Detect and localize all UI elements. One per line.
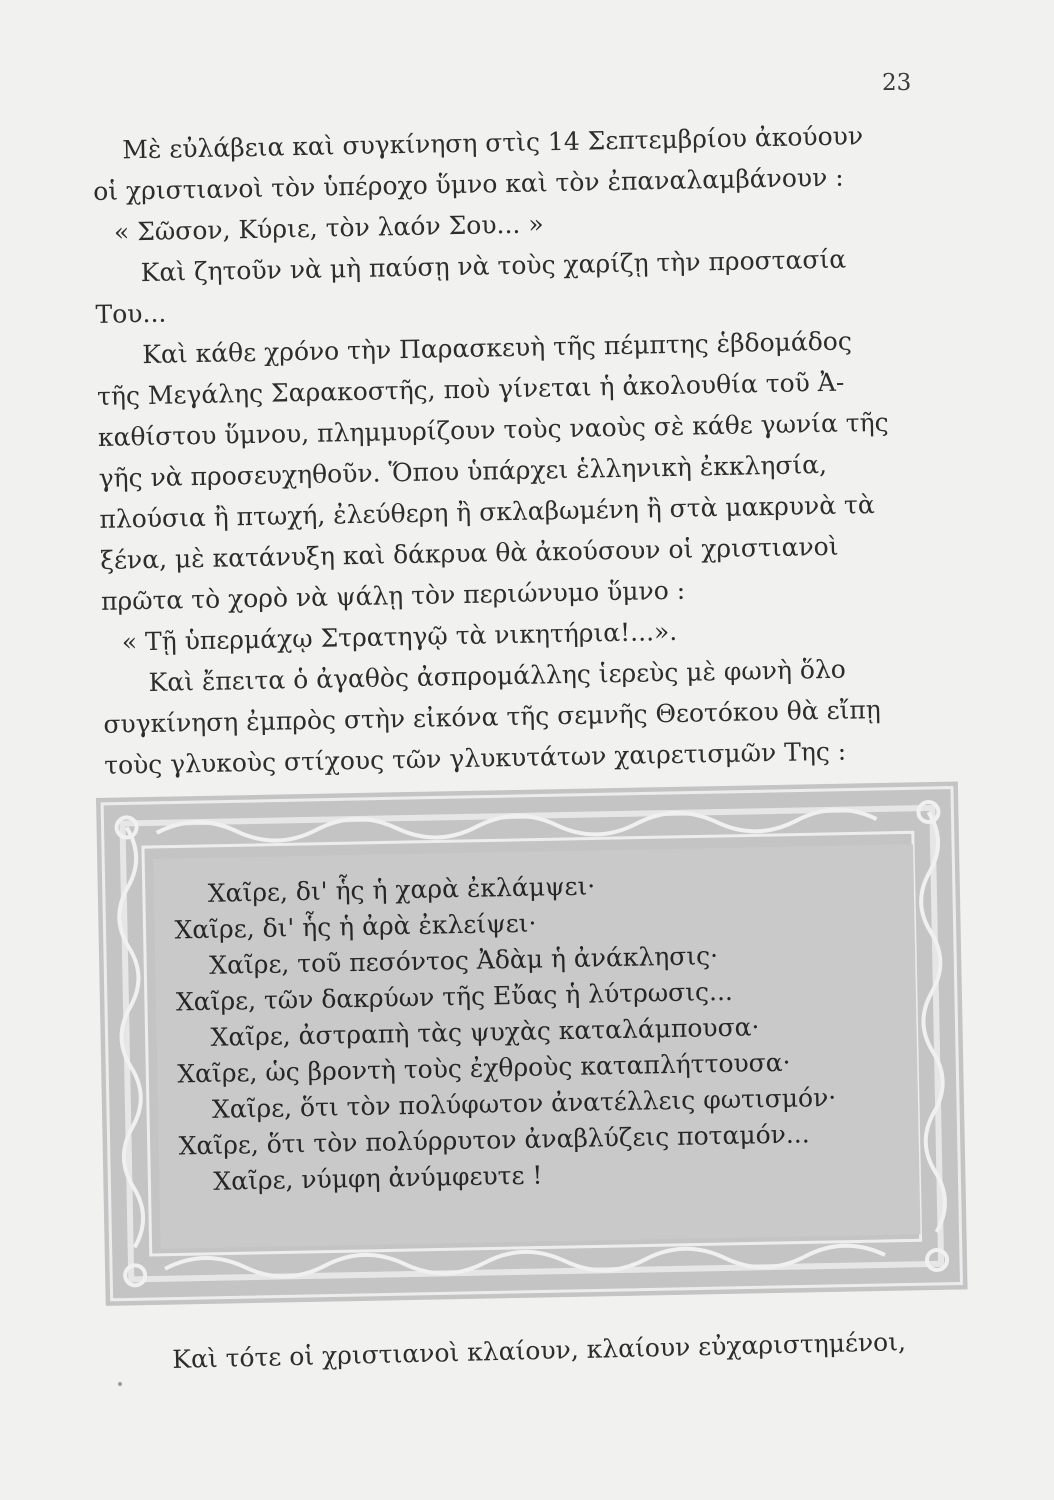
main-text	[92, 114, 954, 786]
text-line: Καὶ κάθε χρόνο τὴν Παρασκευὴ τῆς πέμπτης ἑβδομάδος	[142, 326, 853, 370]
hymn-verses	[168, 863, 894, 1201]
page-number: 23	[882, 70, 912, 96]
text-line: Καὶ ζητοῦν νὰ μὴ παύσῃ νὰ τοὺς χαρίζῃ τὴν προστασία	[140, 244, 847, 288]
hymn-verse: Χαῖρε, δι' ἧς ἡ χαρὰ ἐκλάμψει·	[207, 871, 596, 908]
text-line: ξένα, μὲ κατάνυξη καὶ δάκρυα θὰ ἀκούσουν οἱ χριστιανοὶ	[99, 531, 839, 575]
text-line: τοὺς γλυκοὺς στίχους τῶν γλυκυτάτων χαιρετισμῶν Της :	[103, 736, 847, 780]
text-line: πλούσια ἢ πτωχή, ἐλεύθερη ἢ σκλαβωμένη ἢ στὰ μακρυνὰ τὰ	[99, 490, 876, 534]
text-line: πρῶτα τὸ χορὸ νὰ ψάλῃ τὸν περιώνυμο ὕμνο :	[100, 575, 686, 616]
text-line: τῆς Μεγάλης Σαρακοστῆς, ποὺ γίνεται ἡ ἀκολουθία τοῦ Ἀ-	[96, 367, 845, 411]
text-line: Του...	[95, 298, 167, 329]
text-line: Καὶ ἔπειτα ὁ ἀγαθὸς ἀσπρομάλλης ἱερεὺς μὲ φωνὴ ὅλο	[148, 654, 847, 698]
text-line: οἱ χριστιανοὶ τὸν ὑπέροχο ὕμνο καὶ τὸν ἐπαναλαμβάνουν :	[92, 162, 844, 206]
hymn-verse: Χαῖρε, ὅτι τὸν πολύφωτον ἀνατέλλεις φωτισμόν·	[211, 1082, 837, 1124]
hymn-verse: Χαῖρε, ἀστραπὴ τὰς ψυχὰς καταλάμπουσα·	[210, 1012, 760, 1052]
text-line: συγκίνηση ἐμπρὸς στὴν εἰκόνα τῆς σεμνῆς Θεοτόκου θὰ εἴπῃ	[103, 694, 882, 739]
closing-line: Καὶ τότε οἱ χριστιανοὶ κλαίουν, κλαίουν εὐχαριστημένοι,	[172, 1327, 907, 1374]
hymn-frame	[96, 781, 968, 1305]
text-line: « Τῇ ὑπερμάχῳ Στρατηγῷ τὰ νικητήρια!...».	[121, 616, 678, 657]
hymn-verse: Χαῖρε, τοῦ πεσόντος Ἀδὰμ ἡ ἀνάκλησις·	[208, 941, 719, 980]
text-line: γῆς νὰ προσευχηθοῦν. Ὅπου ὑπάρχει ἑλληνικὴ ἐκκλησία,	[98, 449, 828, 493]
hymn-verse: Χαῖρε, νύμφη ἀνύμφευτε !	[213, 1160, 543, 1196]
hymn-verse: Χαῖρε, δι' ἧς ἡ ἀρὰ ἐκλείψει·	[174, 908, 537, 945]
text-line: Μὲ εὐλάβεια καὶ συγκίνηση στὶς 14 Σεπτεμβρίου ἀκούουν	[122, 121, 864, 165]
hymn-verse: Χαῖρε, τῶν δακρύων τῆς Εὔας ἡ λύτρωσις...	[175, 976, 734, 1017]
text-line: καθίστου ὕμνου, πλημμυρίζουν τοὺς ναοὺς σὲ κάθε γωνία τῆς	[97, 407, 889, 452]
hymn-verse: Χαῖρε, ὡς βροντὴ τοὺς ἐχθροὺς καταπλήττουσα·	[177, 1047, 791, 1089]
hymn-verse: Χαῖρε, ὅτι τὸν πολύρρυτον ἀναβλύζεις ποταμόν...	[178, 1119, 810, 1161]
text-line: « Σῶσον, Κύριε, τὸν λαόν Σου... »	[113, 209, 544, 247]
paper-speck	[118, 1382, 122, 1386]
